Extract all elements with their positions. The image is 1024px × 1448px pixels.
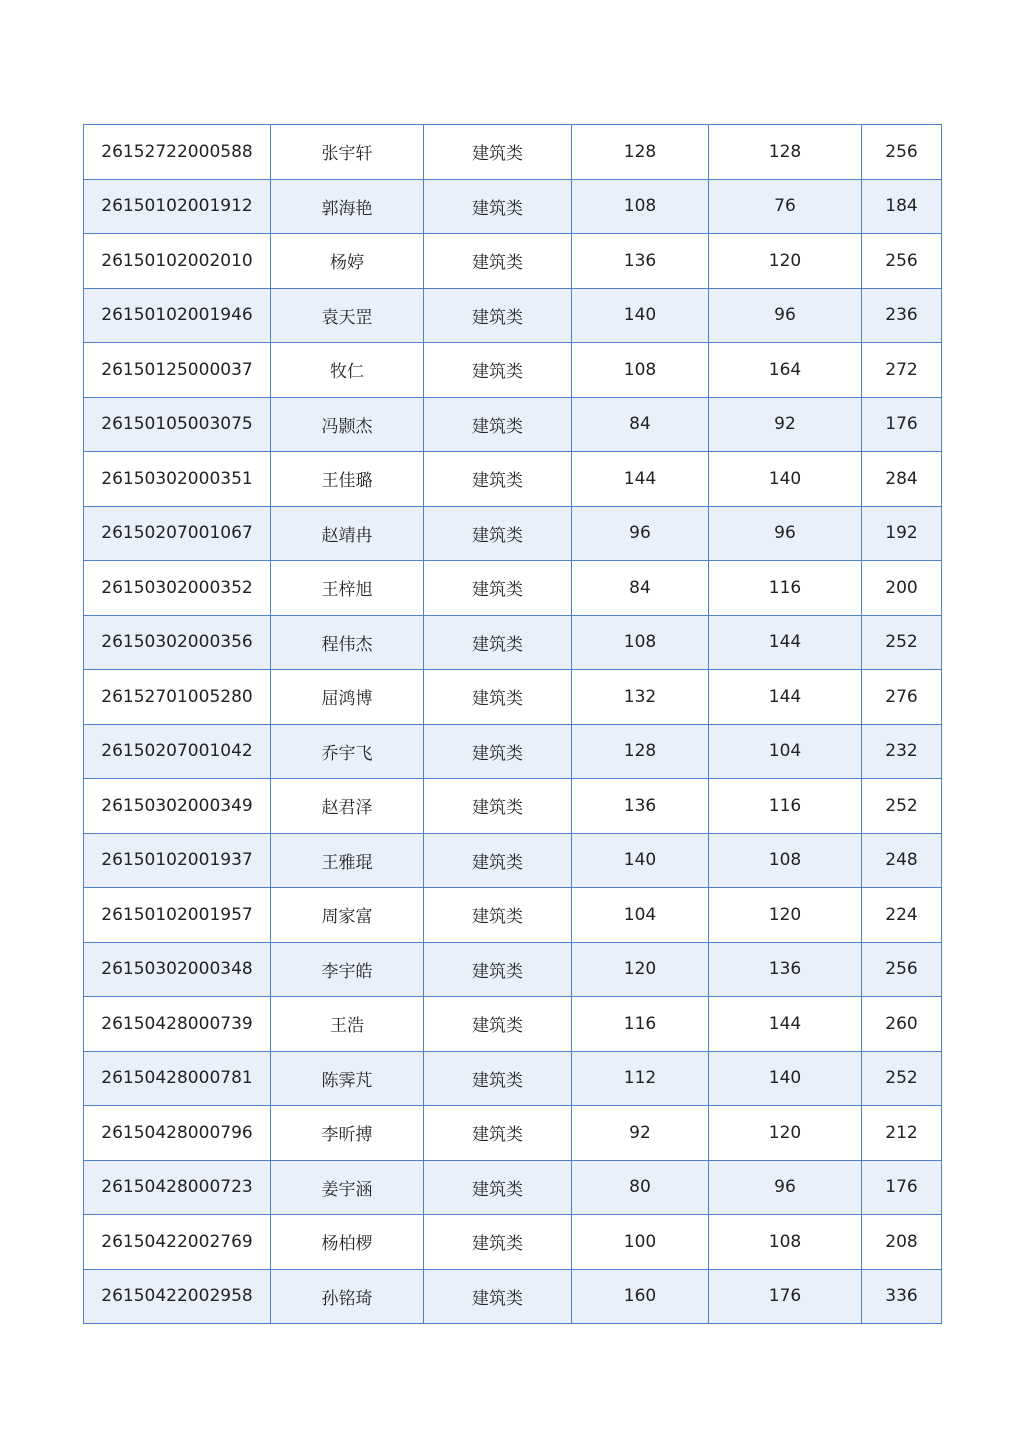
category-cell: 建筑类 [424, 125, 572, 180]
total-score-cell: 252 [862, 615, 942, 670]
score-2-cell: 96 [709, 288, 862, 343]
category-cell: 建筑类 [424, 179, 572, 234]
score-2-cell: 116 [709, 779, 862, 834]
student-name-cell: 孙铭琦 [271, 1269, 424, 1324]
total-score-cell: 276 [862, 670, 942, 725]
student-name-cell: 王佳璐 [271, 452, 424, 507]
table-row [84, 888, 942, 943]
exam-id-cell: 26150302000349 [84, 779, 271, 834]
total-score-cell: 184 [862, 179, 942, 234]
score-1-cell: 108 [572, 343, 709, 398]
score-2-cell: 92 [709, 397, 862, 452]
score-1-cell: 144 [572, 452, 709, 507]
score-1-cell: 132 [572, 670, 709, 725]
student-name-cell: 陈霁芃 [271, 1051, 424, 1106]
category-cell: 建筑类 [424, 997, 572, 1052]
score-1-cell: 136 [572, 779, 709, 834]
table-row [84, 1160, 942, 1215]
category-cell: 建筑类 [424, 1106, 572, 1161]
table-row [84, 942, 942, 997]
score-2-cell: 104 [709, 724, 862, 779]
score-1-cell: 96 [572, 506, 709, 561]
score-2-cell: 96 [709, 1160, 862, 1215]
category-cell: 建筑类 [424, 1160, 572, 1215]
category-cell: 建筑类 [424, 234, 572, 289]
score-1-cell: 140 [572, 833, 709, 888]
score-1-cell: 112 [572, 1051, 709, 1106]
category-cell: 建筑类 [424, 452, 572, 507]
total-score-cell: 284 [862, 452, 942, 507]
student-name-cell: 程伟杰 [271, 615, 424, 670]
exam-id-cell: 26150428000781 [84, 1051, 271, 1106]
score-2-cell: 128 [709, 125, 862, 180]
table-row [84, 343, 942, 398]
total-score-cell: 208 [862, 1215, 942, 1270]
score-2-cell: 176 [709, 1269, 862, 1324]
student-name-cell: 李宇皓 [271, 942, 424, 997]
student-name-cell: 杨柏椤 [271, 1215, 424, 1270]
category-cell: 建筑类 [424, 561, 572, 616]
student-name-cell: 李昕搏 [271, 1106, 424, 1161]
table-row [84, 997, 942, 1052]
table-row [84, 1106, 942, 1161]
exam-id-cell: 26150102001937 [84, 833, 271, 888]
category-cell: 建筑类 [424, 615, 572, 670]
category-cell: 建筑类 [424, 288, 572, 343]
score-2-cell: 96 [709, 506, 862, 561]
exam-id-cell: 26150102002010 [84, 234, 271, 289]
score-2-cell: 136 [709, 942, 862, 997]
total-score-cell: 224 [862, 888, 942, 943]
score-1-cell: 116 [572, 997, 709, 1052]
exam-id-cell: 26150105003075 [84, 397, 271, 452]
table-row [84, 833, 942, 888]
student-name-cell: 王浩 [271, 997, 424, 1052]
category-cell: 建筑类 [424, 506, 572, 561]
total-score-cell: 272 [862, 343, 942, 398]
score-1-cell: 104 [572, 888, 709, 943]
score-1-cell: 100 [572, 1215, 709, 1270]
exam-id-cell: 26152722000588 [84, 125, 271, 180]
score-1-cell: 108 [572, 615, 709, 670]
category-cell: 建筑类 [424, 1269, 572, 1324]
score-1-cell: 160 [572, 1269, 709, 1324]
table-row [84, 1215, 942, 1270]
score-1-cell: 80 [572, 1160, 709, 1215]
score-1-cell: 140 [572, 288, 709, 343]
exam-id-cell: 26150207001067 [84, 506, 271, 561]
student-name-cell: 屈鸿博 [271, 670, 424, 725]
student-name-cell: 赵君泽 [271, 779, 424, 834]
score-1-cell: 136 [572, 234, 709, 289]
student-name-cell: 杨婷 [271, 234, 424, 289]
total-score-cell: 176 [862, 1160, 942, 1215]
exam-id-cell: 26150302000351 [84, 452, 271, 507]
scores-table [83, 124, 942, 1324]
score-1-cell: 120 [572, 942, 709, 997]
exam-id-cell: 26152701005280 [84, 670, 271, 725]
exam-id-cell: 26150422002769 [84, 1215, 271, 1270]
exam-id-cell: 26150428000739 [84, 997, 271, 1052]
total-score-cell: 256 [862, 125, 942, 180]
score-2-cell: 144 [709, 997, 862, 1052]
score-2-cell: 164 [709, 343, 862, 398]
student-name-cell: 郭海艳 [271, 179, 424, 234]
total-score-cell: 252 [862, 1051, 942, 1106]
score-2-cell: 144 [709, 670, 862, 725]
category-cell: 建筑类 [424, 670, 572, 725]
category-cell: 建筑类 [424, 942, 572, 997]
table-row [84, 506, 942, 561]
score-2-cell: 120 [709, 234, 862, 289]
table-row [84, 125, 942, 180]
table-row [84, 615, 942, 670]
category-cell: 建筑类 [424, 888, 572, 943]
total-score-cell: 232 [862, 724, 942, 779]
table-body [84, 125, 942, 1324]
exam-id-cell: 26150102001957 [84, 888, 271, 943]
table-row [84, 561, 942, 616]
student-name-cell: 牧仁 [271, 343, 424, 398]
student-name-cell: 张宇轩 [271, 125, 424, 180]
score-2-cell: 108 [709, 1215, 862, 1270]
total-score-cell: 252 [862, 779, 942, 834]
table-row [84, 452, 942, 507]
score-2-cell: 140 [709, 452, 862, 507]
table-row [84, 724, 942, 779]
category-cell: 建筑类 [424, 779, 572, 834]
exam-id-cell: 26150207001042 [84, 724, 271, 779]
category-cell: 建筑类 [424, 343, 572, 398]
exam-id-cell: 26150125000037 [84, 343, 271, 398]
table-row [84, 397, 942, 452]
total-score-cell: 260 [862, 997, 942, 1052]
student-name-cell: 袁天罡 [271, 288, 424, 343]
student-name-cell: 冯颢杰 [271, 397, 424, 452]
exam-id-cell: 26150102001946 [84, 288, 271, 343]
score-2-cell: 76 [709, 179, 862, 234]
table-row [84, 1269, 942, 1324]
exam-id-cell: 26150428000796 [84, 1106, 271, 1161]
total-score-cell: 256 [862, 234, 942, 289]
category-cell: 建筑类 [424, 724, 572, 779]
total-score-cell: 336 [862, 1269, 942, 1324]
student-name-cell: 王雅琨 [271, 833, 424, 888]
total-score-cell: 248 [862, 833, 942, 888]
table-row [84, 288, 942, 343]
exam-id-cell: 26150302000352 [84, 561, 271, 616]
score-1-cell: 92 [572, 1106, 709, 1161]
table-row [84, 779, 942, 834]
total-score-cell: 236 [862, 288, 942, 343]
student-name-cell: 姜宇涵 [271, 1160, 424, 1215]
exam-id-cell: 26150302000348 [84, 942, 271, 997]
student-name-cell: 赵靖冉 [271, 506, 424, 561]
student-name-cell: 乔宇飞 [271, 724, 424, 779]
category-cell: 建筑类 [424, 397, 572, 452]
category-cell: 建筑类 [424, 1215, 572, 1270]
score-1-cell: 108 [572, 179, 709, 234]
score-2-cell: 108 [709, 833, 862, 888]
total-score-cell: 200 [862, 561, 942, 616]
score-1-cell: 128 [572, 125, 709, 180]
table-row [84, 179, 942, 234]
exam-id-cell: 26150422002958 [84, 1269, 271, 1324]
score-2-cell: 116 [709, 561, 862, 616]
score-2-cell: 120 [709, 1106, 862, 1161]
score-2-cell: 140 [709, 1051, 862, 1106]
total-score-cell: 256 [862, 942, 942, 997]
score-1-cell: 128 [572, 724, 709, 779]
exam-id-cell: 26150102001912 [84, 179, 271, 234]
score-2-cell: 144 [709, 615, 862, 670]
total-score-cell: 176 [862, 397, 942, 452]
total-score-cell: 192 [862, 506, 942, 561]
table-row [84, 670, 942, 725]
total-score-cell: 212 [862, 1106, 942, 1161]
score-1-cell: 84 [572, 561, 709, 616]
category-cell: 建筑类 [424, 1051, 572, 1106]
exam-id-cell: 26150302000356 [84, 615, 271, 670]
score-1-cell: 84 [572, 397, 709, 452]
student-name-cell: 王梓旭 [271, 561, 424, 616]
table-row [84, 234, 942, 289]
category-cell: 建筑类 [424, 833, 572, 888]
table-row [84, 1051, 942, 1106]
student-name-cell: 周家富 [271, 888, 424, 943]
exam-id-cell: 26150428000723 [84, 1160, 271, 1215]
score-2-cell: 120 [709, 888, 862, 943]
